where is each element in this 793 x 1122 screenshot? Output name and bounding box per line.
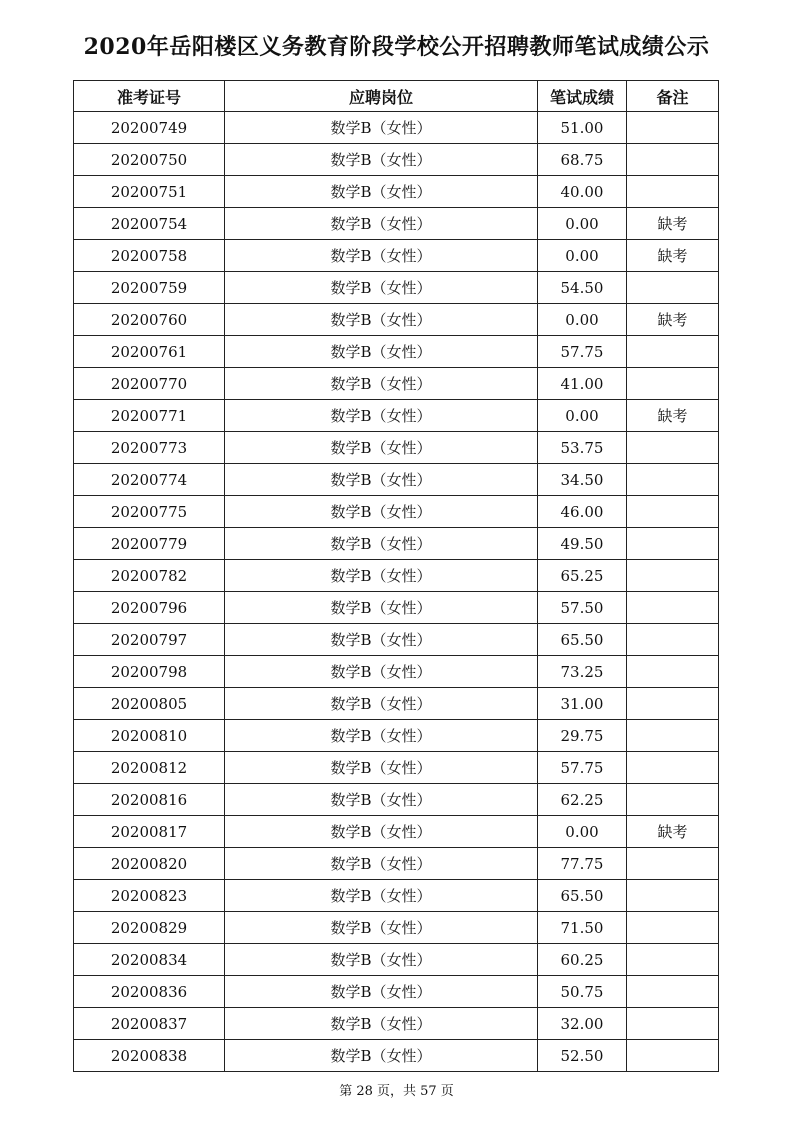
remark-cell [627, 944, 719, 976]
table-row [74, 112, 719, 144]
remark-cell: 缺考 [627, 816, 719, 848]
exam-id-cell: 20200829 [74, 912, 225, 944]
table-row [74, 720, 719, 752]
position-cell: 数学B（女性） [225, 912, 538, 944]
remark-cell [627, 432, 719, 464]
table-row [74, 784, 719, 816]
position-cell: 数学B（女性） [225, 720, 538, 752]
position-cell: 数学B（女性） [225, 144, 538, 176]
exam-id-cell: 20200810 [74, 720, 225, 752]
position-cell: 数学B（女性） [225, 976, 538, 1008]
table-row [74, 176, 719, 208]
score-cell: 60.25 [538, 944, 627, 976]
exam-id-cell: 20200773 [74, 432, 225, 464]
exam-id-cell: 20200749 [74, 112, 225, 144]
exam-id-cell: 20200796 [74, 592, 225, 624]
score-cell: 34.50 [538, 464, 627, 496]
position-cell: 数学B（女性） [225, 944, 538, 976]
table-row [74, 1040, 719, 1072]
position-cell: 数学B（女性） [225, 368, 538, 400]
exam-id-cell: 20200820 [74, 848, 225, 880]
exam-id-cell: 20200759 [74, 272, 225, 304]
exam-id-cell: 20200775 [74, 496, 225, 528]
table-row [74, 272, 719, 304]
score-cell: 0.00 [538, 240, 627, 272]
table-row [74, 592, 719, 624]
table-row [74, 688, 719, 720]
page-footer: 第 28 页，共 57 页 [339, 1084, 454, 1099]
header-remark: 备注 [627, 81, 719, 112]
score-cell: 62.25 [538, 784, 627, 816]
score-cell: 29.75 [538, 720, 627, 752]
position-cell: 数学B（女性） [225, 496, 538, 528]
remark-cell [627, 912, 719, 944]
table-row [74, 560, 719, 592]
table-row [74, 880, 719, 912]
exam-id-cell: 20200754 [74, 208, 225, 240]
position-cell: 数学B（女性） [225, 848, 538, 880]
remark-cell [627, 560, 719, 592]
position-cell: 数学B（女性） [225, 528, 538, 560]
position-cell: 数学B（女性） [225, 1040, 538, 1072]
remark-cell [627, 144, 719, 176]
exam-id-cell: 20200823 [74, 880, 225, 912]
position-cell: 数学B（女性） [225, 816, 538, 848]
remark-cell [627, 688, 719, 720]
remark-cell [627, 112, 719, 144]
remark-cell [627, 368, 719, 400]
table-row [74, 240, 719, 272]
score-cell: 73.25 [538, 656, 627, 688]
position-cell: 数学B（女性） [225, 880, 538, 912]
score-cell: 0.00 [538, 400, 627, 432]
position-cell: 数学B（女性） [225, 304, 538, 336]
score-cell: 52.50 [538, 1040, 627, 1072]
exam-id-cell: 20200770 [74, 368, 225, 400]
score-cell: 41.00 [538, 368, 627, 400]
position-cell: 数学B（女性） [225, 112, 538, 144]
remark-cell [627, 880, 719, 912]
exam-id-cell: 20200779 [74, 528, 225, 560]
position-cell: 数学B（女性） [225, 272, 538, 304]
remark-cell [627, 720, 719, 752]
remark-cell [627, 464, 719, 496]
exam-id-cell: 20200771 [74, 400, 225, 432]
table-row [74, 1008, 719, 1040]
remark-cell: 缺考 [627, 400, 719, 432]
remark-cell [627, 752, 719, 784]
table-row [74, 144, 719, 176]
score-cell: 53.75 [538, 432, 627, 464]
remark-cell [627, 176, 719, 208]
exam-id-cell: 20200782 [74, 560, 225, 592]
exam-id-cell: 20200750 [74, 144, 225, 176]
score-cell: 51.00 [538, 112, 627, 144]
position-cell: 数学B（女性） [225, 784, 538, 816]
table-row [74, 336, 719, 368]
score-cell: 57.50 [538, 592, 627, 624]
position-cell: 数学B（女性） [225, 752, 538, 784]
exam-id-cell: 20200838 [74, 1040, 225, 1072]
header-score: 笔试成绩 [538, 81, 627, 112]
score-cell: 0.00 [538, 816, 627, 848]
table-row [74, 208, 719, 240]
exam-id-cell: 20200817 [74, 816, 225, 848]
position-cell: 数学B（女性） [225, 688, 538, 720]
position-cell: 数学B（女性） [225, 336, 538, 368]
score-cell: 65.50 [538, 624, 627, 656]
remark-cell [627, 976, 719, 1008]
remark-cell [627, 336, 719, 368]
score-cell: 68.75 [538, 144, 627, 176]
score-cell: 50.75 [538, 976, 627, 1008]
table-row [74, 432, 719, 464]
remark-cell: 缺考 [627, 240, 719, 272]
exam-id-cell: 20200751 [74, 176, 225, 208]
position-cell: 数学B（女性） [225, 592, 538, 624]
score-cell: 46.00 [538, 496, 627, 528]
score-cell: 0.00 [538, 208, 627, 240]
exam-id-cell: 20200761 [74, 336, 225, 368]
exam-id-cell: 20200760 [74, 304, 225, 336]
exam-id-cell: 20200836 [74, 976, 225, 1008]
position-cell: 数学B（女性） [225, 656, 538, 688]
remark-cell [627, 592, 719, 624]
remark-cell [627, 272, 719, 304]
position-cell: 数学B（女性） [225, 560, 538, 592]
position-cell: 数学B（女性） [225, 176, 538, 208]
remark-cell [627, 656, 719, 688]
score-table [73, 80, 719, 1072]
score-cell: 71.50 [538, 912, 627, 944]
table-row [74, 400, 719, 432]
table-row [74, 656, 719, 688]
exam-id-cell: 20200834 [74, 944, 225, 976]
remark-cell: 缺考 [627, 304, 719, 336]
exam-id-cell: 20200758 [74, 240, 225, 272]
remark-cell [627, 528, 719, 560]
remark-cell [627, 624, 719, 656]
table-row [74, 368, 719, 400]
exam-id-cell: 20200805 [74, 688, 225, 720]
exam-id-cell: 20200798 [74, 656, 225, 688]
score-cell: 65.50 [538, 880, 627, 912]
exam-id-cell: 20200812 [74, 752, 225, 784]
remark-cell [627, 848, 719, 880]
remark-cell: 缺考 [627, 208, 719, 240]
table-row [74, 944, 719, 976]
position-cell: 数学B（女性） [225, 432, 538, 464]
position-cell: 数学B（女性） [225, 1008, 538, 1040]
exam-id-cell: 20200816 [74, 784, 225, 816]
score-cell: 31.00 [538, 688, 627, 720]
position-cell: 数学B（女性） [225, 624, 538, 656]
score-cell: 49.50 [538, 528, 627, 560]
table-row [74, 976, 719, 1008]
score-cell: 65.25 [538, 560, 627, 592]
score-cell: 40.00 [538, 176, 627, 208]
exam-id-cell: 20200837 [74, 1008, 225, 1040]
table-header-row [74, 81, 719, 112]
remark-cell [627, 496, 719, 528]
table-row [74, 912, 719, 944]
header-exam-id: 准考证号 [74, 81, 225, 112]
exam-id-cell: 20200797 [74, 624, 225, 656]
remark-cell [627, 1008, 719, 1040]
table-row [74, 752, 719, 784]
score-cell: 54.50 [538, 272, 627, 304]
header-position: 应聘岗位 [225, 81, 538, 112]
table-row [74, 848, 719, 880]
position-cell: 数学B（女性） [225, 240, 538, 272]
table-row [74, 464, 719, 496]
remark-cell [627, 784, 719, 816]
position-cell: 数学B（女性） [225, 208, 538, 240]
table-row [74, 496, 719, 528]
score-cell: 57.75 [538, 752, 627, 784]
score-cell: 57.75 [538, 336, 627, 368]
table-row [74, 624, 719, 656]
position-cell: 数学B（女性） [225, 464, 538, 496]
table-row [74, 816, 719, 848]
table-body [74, 112, 719, 1072]
position-cell: 数学B（女性） [225, 400, 538, 432]
exam-id-cell: 20200774 [74, 464, 225, 496]
table-row [74, 528, 719, 560]
table-row [74, 304, 719, 336]
page-title: 2020年岳阳楼区义务教育阶段学校公开招聘教师笔试成绩公示 [83, 34, 710, 60]
remark-cell [627, 1040, 719, 1072]
score-cell: 77.75 [538, 848, 627, 880]
score-cell: 32.00 [538, 1008, 627, 1040]
score-cell: 0.00 [538, 304, 627, 336]
